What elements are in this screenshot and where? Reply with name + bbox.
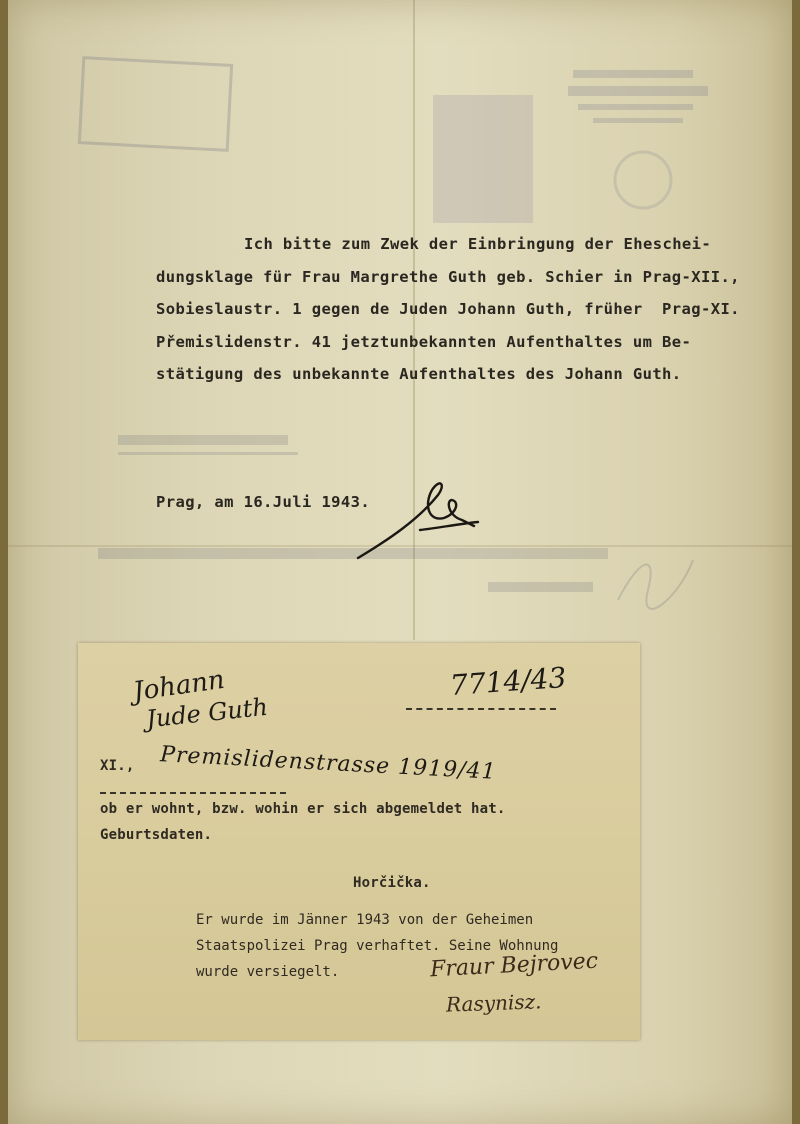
bleed-through-photo — [433, 95, 533, 223]
reply-line: Staatspolizei Prag verhaftet. Seine Wohnung — [196, 938, 559, 954]
letter-line: Ich bitte zum Zwek der Einbringung der Eheschei- — [244, 235, 712, 253]
district-label: XI., — [100, 758, 135, 774]
lawyer-signature — [348, 470, 488, 565]
street-underline — [100, 792, 286, 794]
handwritten-reply-signature-2: Rasynisz. — [445, 989, 542, 1017]
police-registration-card — [78, 643, 640, 1040]
bleed-through-stamp — [78, 56, 233, 152]
bleed-through-signature — [608, 540, 708, 620]
question-line-1: ob er wohnt, bzw. wohin er sich abgemeldet hat. — [100, 801, 506, 817]
question-line-2: Geburtsdaten. — [100, 827, 213, 843]
document-sheet — [8, 0, 792, 1124]
letter-line: Sobieslaustr. 1 gegen de Juden Johann Guth, früher Prag-XI. — [156, 300, 740, 318]
letter-line: stätigung des unbekannte Aufenthaltes des Johann Guth. — [156, 365, 682, 383]
handwritten-street: Premislidenstrasse 1919/41 — [159, 742, 498, 785]
reply-line: Er wurde im Jänner 1943 von der Geheimen — [196, 912, 534, 928]
handwritten-file-number: 7714/43 — [448, 660, 568, 703]
handwritten-name: Johann — [131, 664, 227, 708]
letter-line: dungsklage für Frau Margrethe Guth geb. Schier in Prag-XII., — [156, 267, 740, 286]
number-underline — [406, 708, 556, 710]
handwritten-reply-signature-1: Fraur Bejrovec — [429, 948, 599, 983]
letter-date: Prag, am 16.Juli 1943. — [156, 493, 371, 511]
reply-line: wurde versiegelt. — [196, 964, 340, 980]
handwritten-jude-surname: Jude Guth — [144, 692, 270, 734]
bleed-through-letterhead — [568, 60, 718, 220]
officer-name: Horčička. — [353, 875, 431, 891]
letter-body — [156, 228, 796, 391]
letter-line: Přemislidenstr. 41 jetztunbekannten Aufenthaltes um Be- — [156, 332, 692, 351]
